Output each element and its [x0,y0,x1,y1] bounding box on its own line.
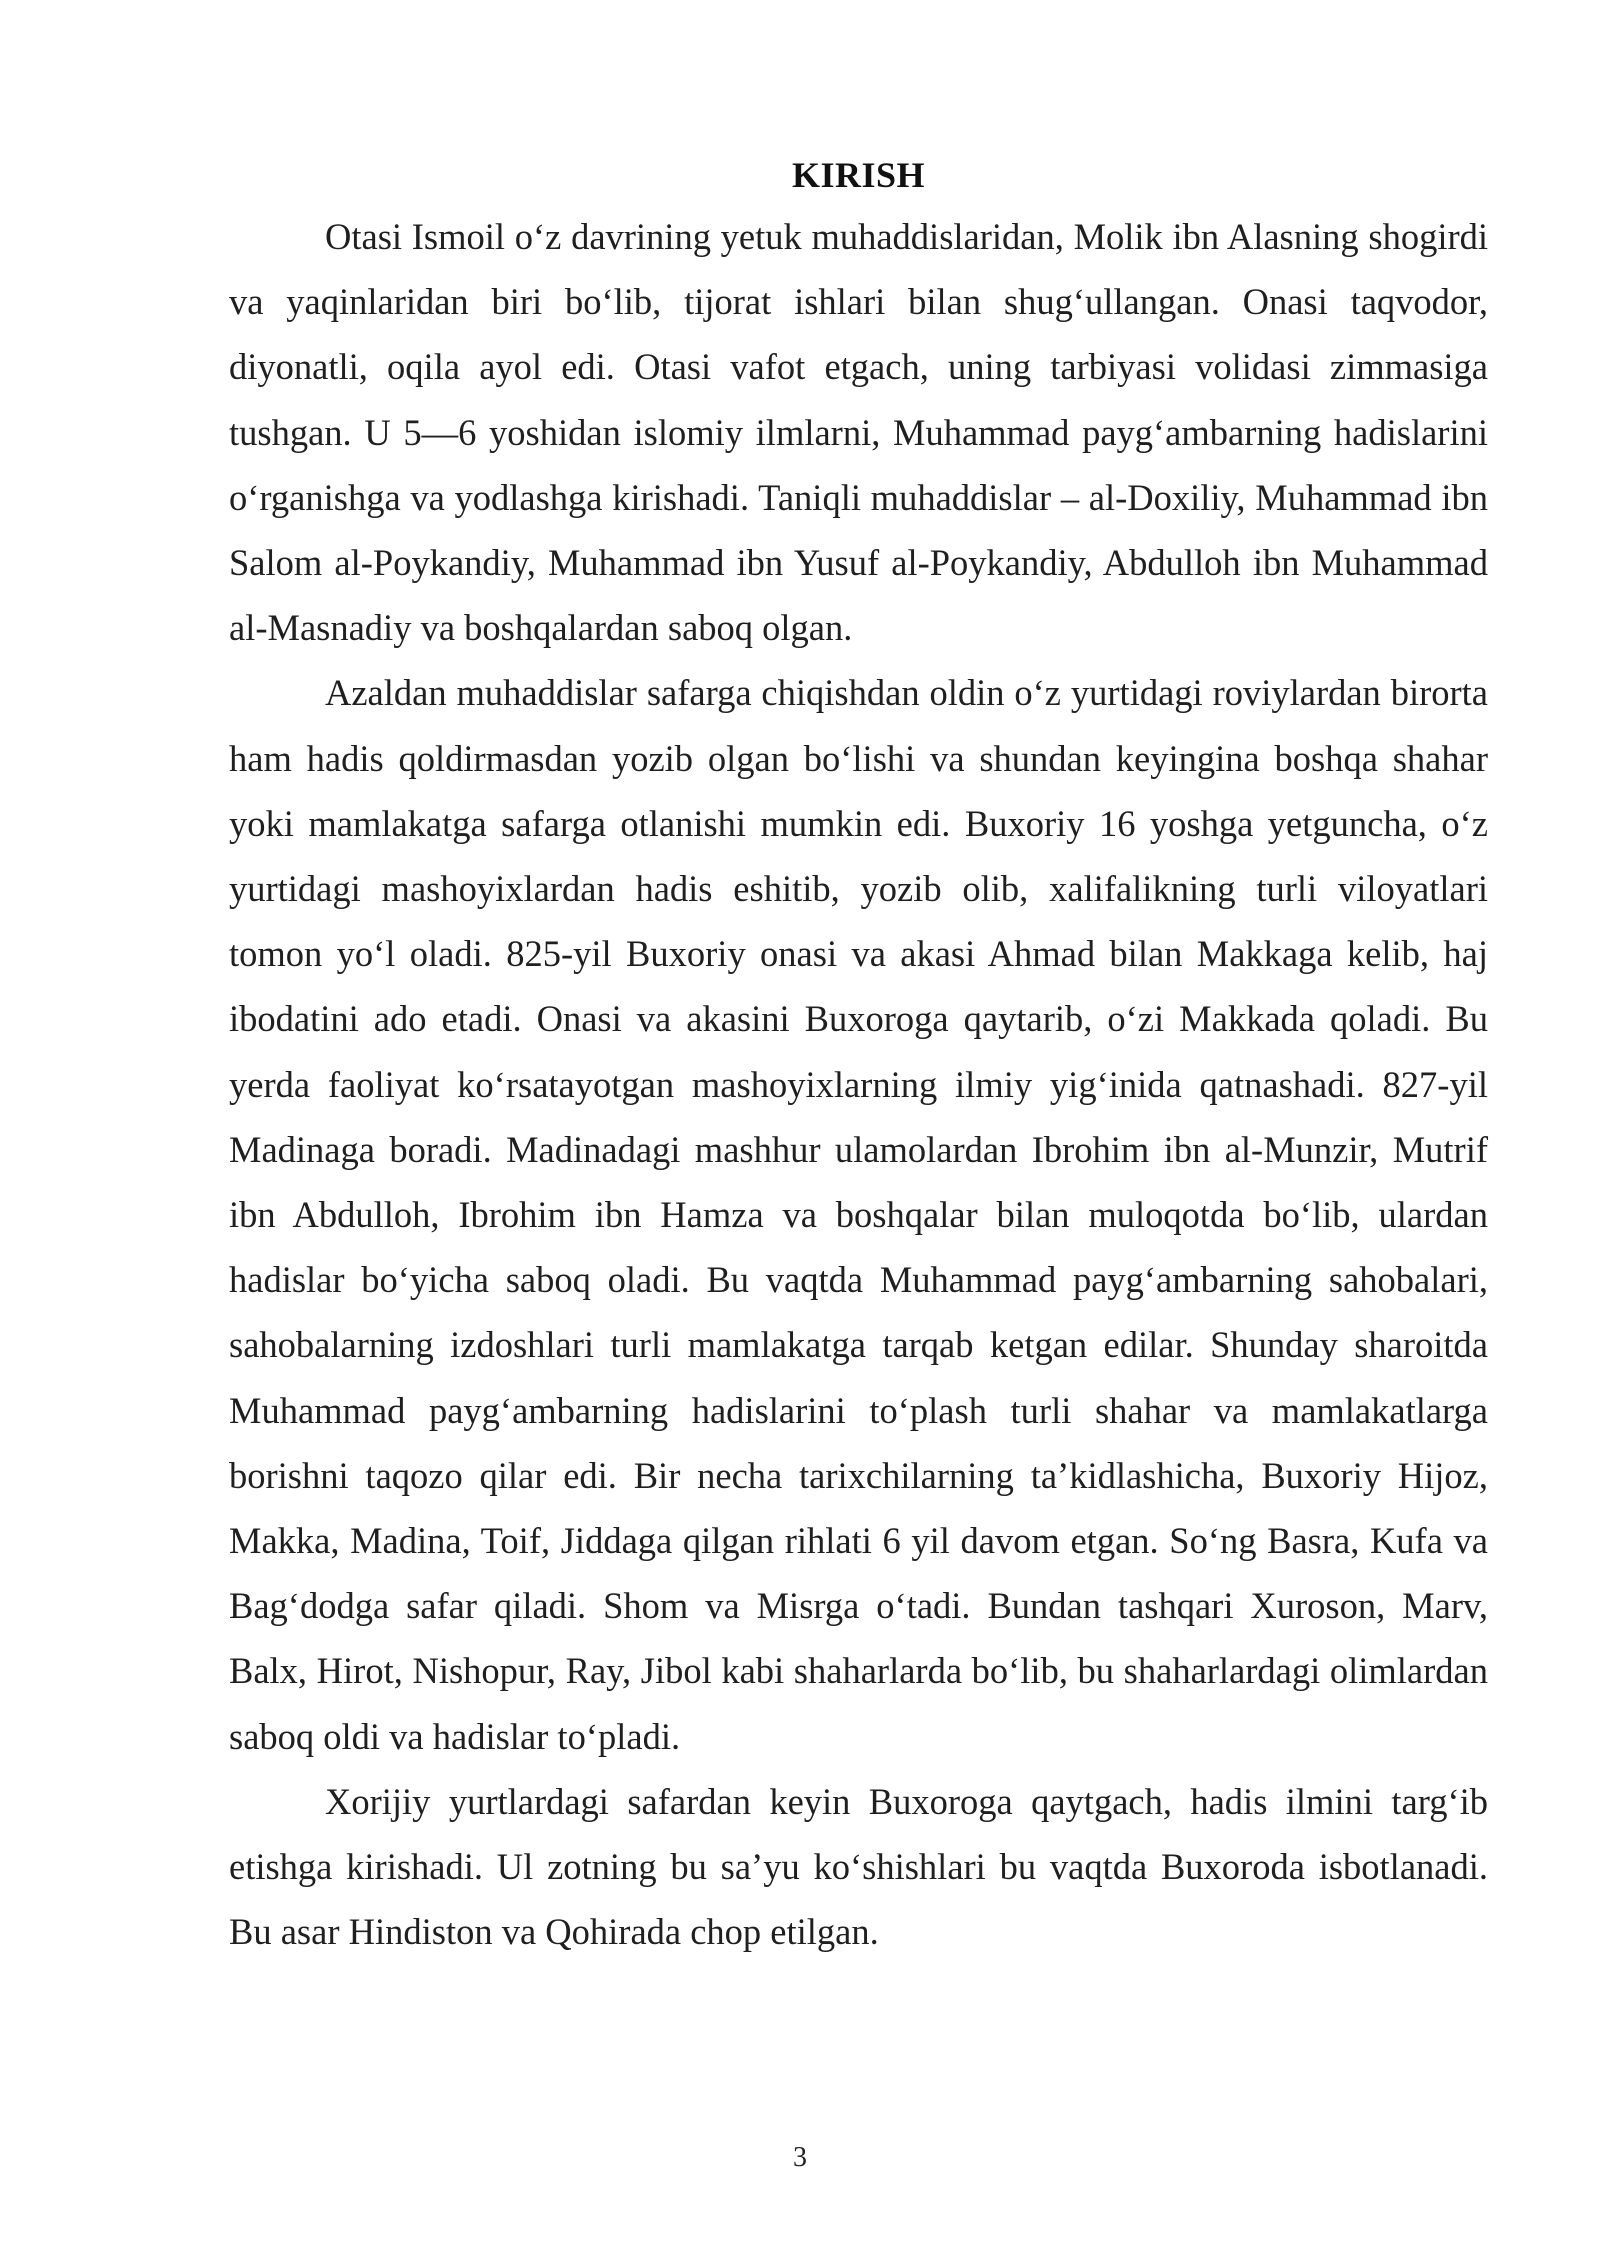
paragraph-3: Xorijiy yurtlardagi safardan keyin Buxoroga qaytgach, hadis ilmini targ‘ib etishga kirishadi. Ul zotning bu sa’yu ko‘shishlari bu vaqtda Buxoroda isbotlanadi. Bu asar Hindiston va Qohirada chop etilgan. [229,1780,1488,1953]
section-title: KIRISH [791,155,926,195]
paragraph-2: Azaldan muhaddislar safarga chiqishdan oldin o‘z yurtidagi roviylardan birorta ham hadis qoldirmasdan yozib olgan bo‘lishi va shundan keyingina boshqa shahar yoki mamlakatga safarga otlanishi mumkin edi. Buxoriy 16 yoshga yetguncha, o‘z yurtidagi mashoyixlardan hadis eshitib, yozib olib, xalifalikning turli viloyatlari tomon yo‘l oladi. 825-yil Buxoriy onasi va akasi Ahmad bilan Makkaga kelib, haj ibodatini ado etadi. Onasi va akasini Buxoroga qaytarib, o‘zi Makkada qoladi. Bu yerda faoliyat ko‘rsatayotgan mashoyixlarning ilmiy yig‘inida qatnashadi. 827-yil Madinaga boradi. Madinadagi mashhur ulamolardan Ibrohim ibn al-Munzir, Mutrif ibn Abdulloh, Ibrohim ibn Hamza va boshqalar bilan muloqotda bo‘lib, ulardan hadislar bo‘yicha saboq oladi. Bu vaqtda Muhammad payg‘ambarning sahobalari, sahobalarning izdoshlari turli mamlakatga tarqab ketgan edilar. Shunday sharoitda Muhammad payg‘ambarning hadislarini to‘plash turli shahar va mamlakatlarga borishni taqozo qilar edi. Bir necha tarixchilarning ta’kidlashicha, Buxoriy Hijoz, Makka, Madina, Toif, Jiddaga qilgan rihlati 6 yil davom etgan. So‘ng Basra, Kufa va Bag‘dodga safar qiladi. Shom va Misrga o‘tadi. Bundan tashqari Xuroson, Marv, Balx, Hirot, Nishopur, Ray, Jibol kabi shaharlarda bo‘lib, bu shaharlardagi olimlardan saboq oldi va hadislar to‘pladi. [229,672,1488,1757]
paragraph-1: Otasi Ismoil o‘z davrining yetuk muhaddislaridan, Molik ibn Alasning shogirdi va yaqinlaridan biri bo‘lib, tijorat ishlari bilan shug‘ullangan. Onasi taqvodor, diyonatli, oqila ayol edi. Otasi vafot etgach, uning tarbiyasi volidasi zimmasiga tushgan. U 5—6 yoshidan islomiy ilmlarni, Muhammad payg‘ambarning hadislarini o‘rganishga va yodlashga kirishadi. Taniqli muhaddislar – al-Doxiliy, Muhammad ibn Salom al-Poykandiy, Muhammad ibn Yusuf al-Poykandiy, Abdulloh ibn Muhammad al-Masnadiy va boshqalardan saboq olgan. [229,216,1488,649]
page-number: 3 [793,2142,807,2173]
page-body [229,146,1488,1964]
